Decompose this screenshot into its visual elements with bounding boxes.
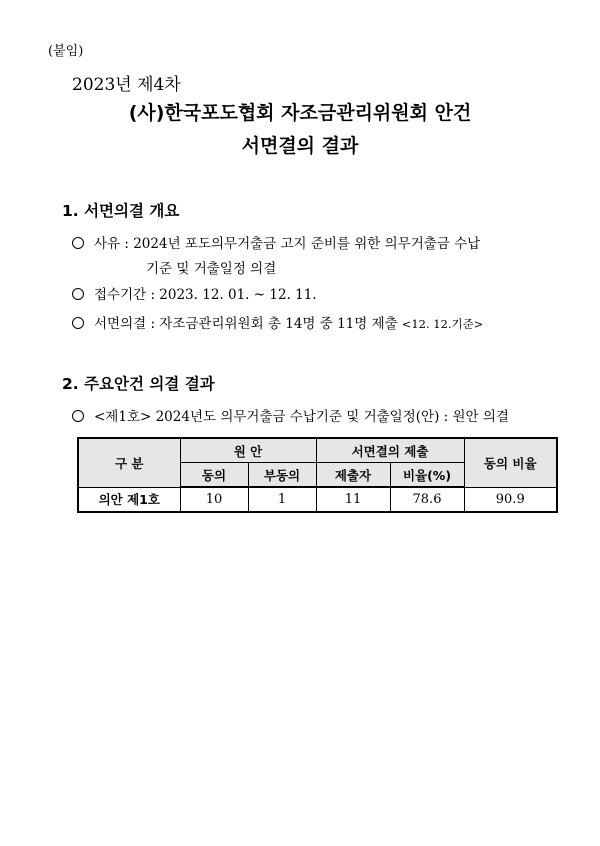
header-disagree: 부동의 [248, 463, 316, 488]
circle-bullet-icon [72, 288, 84, 300]
overview-reason [72, 232, 480, 252]
table-row [78, 487, 557, 512]
header-category: 구 분 [78, 438, 180, 487]
table-header-row [78, 438, 557, 463]
reason-text: 사유 : 2024년 포도의무거출금 고지 준비를 위한 의무거출금 수납 [94, 236, 481, 252]
header-ratio: 비율(%) [390, 463, 464, 488]
circle-bullet-icon [72, 410, 84, 422]
section2-heading: 2. 주요안건 의결 결과 [62, 375, 215, 393]
header-agree-ratio: 동의 비율 [464, 438, 557, 487]
agenda-text: <제1호> 2024년도 의무거출금 수납기준 및 거출일정(안) : 원안 의결 [94, 409, 509, 425]
overview-period [72, 283, 317, 303]
cell-submitters: 11 [316, 487, 390, 512]
document-title: (사)한국포도협회 자조금관리위원회 안건 [128, 102, 472, 124]
period-text: 접수기간 : 2023. 12. 01. ~ 12. 11. [94, 287, 317, 303]
cell-disagree: 1 [248, 487, 316, 512]
circle-bullet-icon [72, 317, 84, 329]
cell-agree: 10 [180, 487, 248, 512]
agenda-item [72, 405, 509, 425]
overview-resolution [72, 312, 483, 332]
document-subtitle: 서면결의 결과 [241, 135, 359, 157]
header-submitted: 서면결의 제출 [316, 438, 464, 463]
header-agree: 동의 [180, 463, 248, 488]
cell-agree-ratio: 90.9 [464, 487, 557, 512]
circle-bullet-icon [72, 237, 84, 249]
results-table [77, 437, 558, 513]
year-round: 2023년 제4차 [72, 75, 181, 95]
attachment-label: (붙임) [48, 44, 84, 59]
reason-continuation: 기준 및 거출일정 의결 [146, 261, 277, 277]
resolution-text: 서면의결 : 자조금관리위원회 총 14명 중 11명 제출 [94, 316, 398, 332]
cell-ratio: 78.6 [390, 487, 464, 512]
header-original: 원 안 [180, 438, 316, 463]
section1-heading: 1. 서면의결 개요 [62, 202, 180, 220]
header-submitters: 제출자 [316, 463, 390, 488]
row-label: 의안 제1호 [78, 487, 180, 512]
resolution-note: <12. 12.기준> [401, 317, 484, 331]
